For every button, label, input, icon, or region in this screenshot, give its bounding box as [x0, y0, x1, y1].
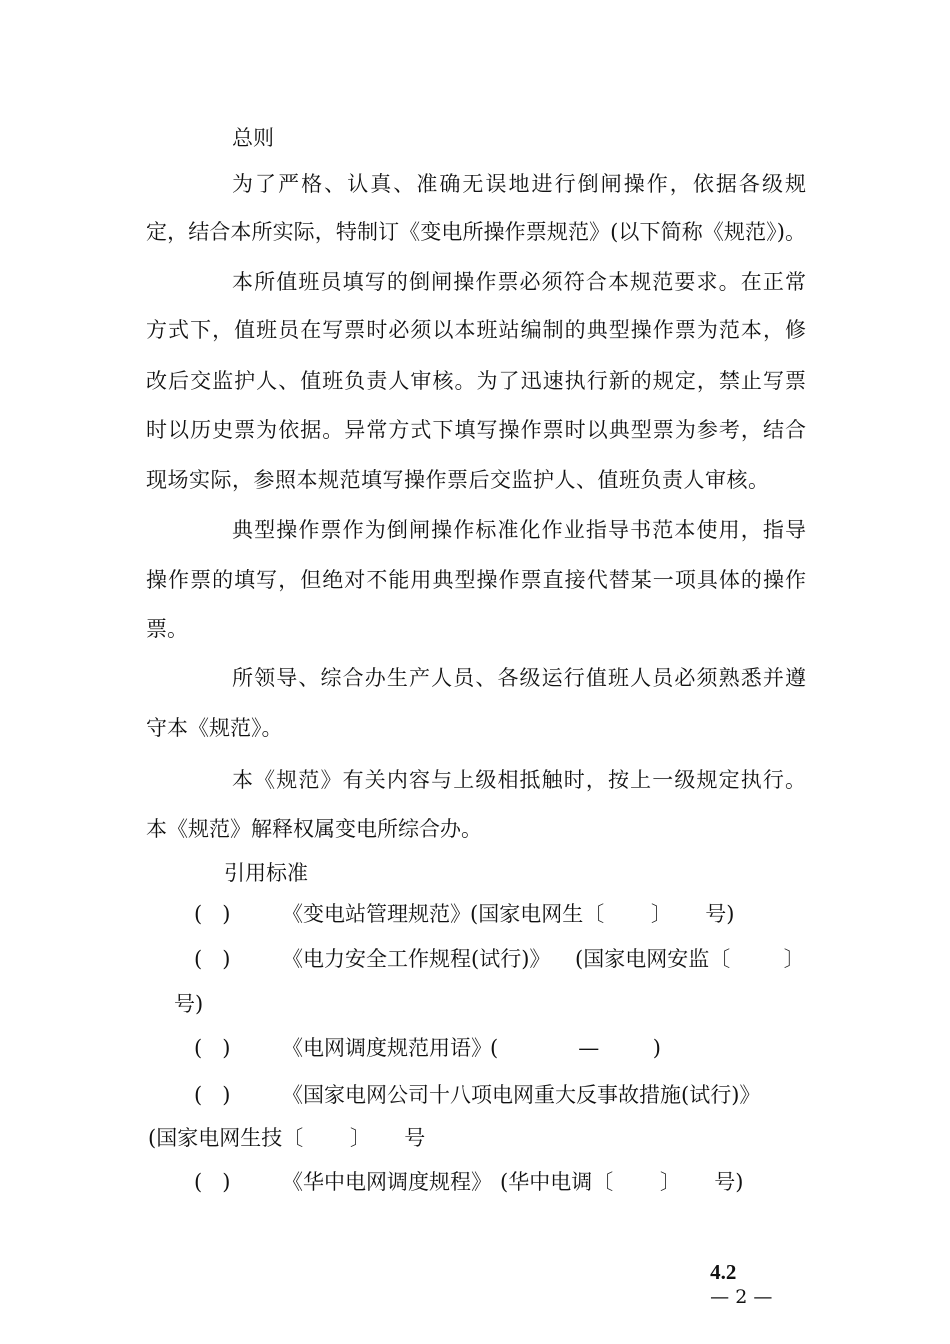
reference-continuation: 号): [174, 992, 204, 1016]
reference-source: ( — ): [490, 1036, 661, 1060]
paragraph-line: 现场实际，参照本规范填写操作票后交监护人、值班负责人审核。: [146, 468, 770, 492]
heading-general: 总则: [232, 126, 274, 150]
reference-source: (国家电网生〔 〕 号): [470, 902, 735, 926]
paragraph-line: 本《规范》解释权属变电所综合办。: [146, 817, 482, 841]
paragraph-line: 改后交监护人、值班负责人审核。为了迅速执行新的规定，禁止写票: [146, 369, 806, 393]
reference-number: ( ): [194, 902, 231, 926]
paragraph-line: 操作票的填写，但绝对不能用典型操作票直接代替某一项具体的操作: [146, 568, 806, 592]
reference-number: ( ): [194, 1036, 231, 1060]
paragraph-line: 定，结合本所实际，特制订《变电所操作票规范》(以下简称《规范》)。: [146, 220, 806, 244]
reference-continuation: (国家电网生技〔 〕 号: [148, 1126, 426, 1150]
paragraph-line: 本所值班员填写的倒闸操作票必须符合本规范要求。在正常: [232, 270, 806, 294]
paragraph-line: 票。: [146, 617, 188, 641]
paragraph-line: 典型操作票作为倒闸操作标准化作业指导书范本使用，指导: [232, 518, 806, 542]
paragraph-line: 所领导、综合办生产人员、各级运行值班人员必须熟悉并遵: [232, 666, 806, 690]
paragraph-line: 时以历史票为依据。异常方式下填写操作票时以典型票为参考，结合: [146, 418, 806, 442]
reference-title: 《电网调度规范用语》: [282, 1036, 492, 1060]
reference-title: 《国家电网公司十八项电网重大反事故措施(试行)》: [282, 1083, 761, 1107]
reference-title: 《变电站管理规范》: [282, 902, 471, 926]
reference-source: (华中电调〔 〕 号): [500, 1170, 744, 1194]
reference-title: 《华中电网调度规程》: [282, 1170, 492, 1194]
reference-number: ( ): [194, 1170, 231, 1194]
paragraph-line: 守本《规范》。: [146, 716, 283, 740]
section-number: 4.2: [710, 1260, 737, 1284]
reference-source: (国家电网安监〔 〕: [575, 947, 805, 971]
paragraph-line: 本《规范》有关内容与上级相抵触时，按上一级规定执行。: [232, 768, 806, 792]
paragraph-line: 为了严格、认真、准确无误地进行倒闸操作，依据各级规: [232, 172, 806, 196]
reference-number: ( ): [194, 1083, 231, 1107]
reference-number: ( ): [194, 947, 231, 971]
paragraph-line: 方式下，值班员在写票时必须以本班站编制的典型操作票为范本，修: [146, 318, 806, 342]
page-number: — 2 —: [710, 1286, 773, 1308]
reference-title: 《电力安全工作规程(试行)》: [282, 947, 551, 971]
heading-references: 引用标准: [224, 861, 308, 885]
page-footer: [686, 1236, 772, 1333]
